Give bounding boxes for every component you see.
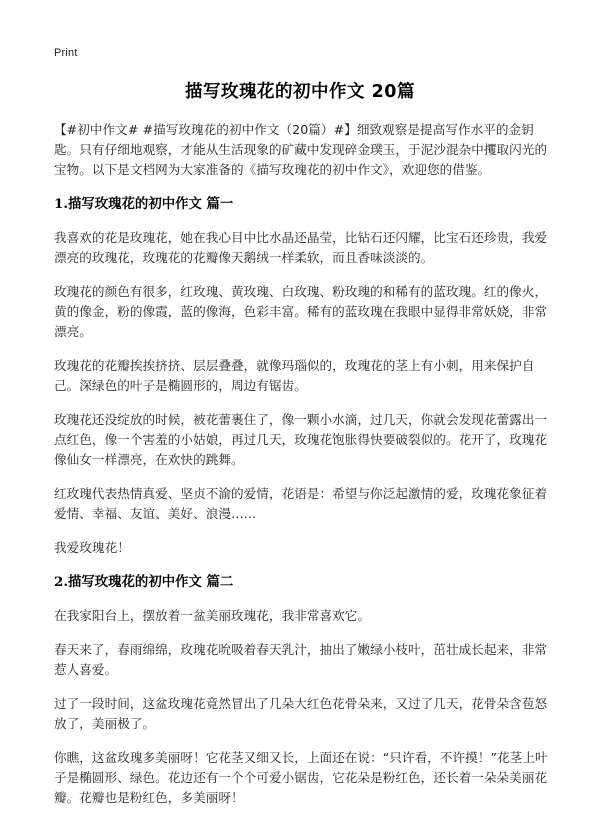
paragraph: 玫瑰花还没绽放的时候，被花蕾裹住了，像一颗小水滴，过几天，你就会发现花蕾露出一点红色，像一个害羞的小姑娘，再过几天，玫瑰花饱胀得快要破裂似的。花开了，玫瑰花像仙女一样漂亮，在欢快的跳舞。	[54, 412, 548, 467]
intro-paragraph	[54, 120, 551, 180]
intro-tag: 【#初中作文# #描写玫瑰花的初中作文（20篇）#】	[54, 122, 357, 137]
paragraph: 红玫瑰代表热情真爱、坚贞不渝的爱情，花语是：希望与你泛起激情的爱，玫瑰花象征着爱情、幸福、友谊、美好、浪漫……	[54, 486, 548, 521]
paragraph: 你瞧，这盆玫瑰多美丽呀！它花茎又细又长，上面还在说：“只许看，不许摸！”花茎上叶子是椭圆形、绿色。花边还有一个个可爱小锯齿，它花朵是粉红色，还长着一朵朵美丽花瓣。花瓣也是粉红色，多美丽呀！	[54, 750, 548, 805]
paragraph: 玫瑰花的花瓣挨挨挤挤、层层叠叠，就像玛瑙似的，玫瑰花的茎上有小刺，用来保护自己。深绿色的叶子是椭圆形的，周边有锯齿。	[54, 358, 535, 393]
paragraph: 过了一段时间，这盆玫瑰花竟然冒出了几朵大红色花骨朵来，又过了几天，花骨朵含苞怒放了，美丽极了。	[54, 696, 548, 731]
paragraph: 春天来了，春雨绵绵，玫瑰花吮吸着春天乳汁，抽出了嫩绿小枝叶，茁壮成长起来，非常惹人喜爱。	[54, 642, 548, 677]
section-heading: 2.描写玫瑰花的初中作文 篇二	[54, 574, 234, 590]
print-link[interactable]: Print	[54, 47, 78, 59]
paragraph: 玫瑰花的颜色有很多，红玫瑰、黄玫瑰、白玫瑰、粉玫瑰的和稀有的蓝玫瑰。红的像火，黄的像金，粉的像霞，蓝的像海，色彩丰富。稀有的蓝玫瑰在我眼中显得非常妖娆，非常漂亮。	[54, 284, 548, 339]
document-body	[54, 120, 551, 822]
paragraph: 我喜欢的花是玫瑰花，她在我心目中比水晶还晶莹，比钻石还闪耀，比宝石还珍贵，我爱漂亮的玫瑰花，玫瑰花的花瓣像天鹅绒一样柔软，而且香味淡淡的。	[54, 230, 548, 265]
paragraph: 我爱玫瑰花！	[54, 540, 130, 555]
paragraph: 在我家阳台上，摆放着一盆美丽玫瑰花，我非常喜欢它。	[54, 608, 371, 623]
document-title: 描写玫瑰花的初中作文 20篇	[185, 82, 415, 102]
intro-text: 细致观察是提高写作水平的金钥匙。只有仔细地观察，才能从生活现象的矿藏中发现碎金璞玉，于泥沙混杂中攫取闪光的宝物。以下是文档网为大家准备的《描写玫瑰花的初中作文》，欢迎您的借鉴。	[54, 122, 548, 177]
section-heading: 1.描写玫瑰花的初中作文 篇一	[54, 196, 234, 212]
